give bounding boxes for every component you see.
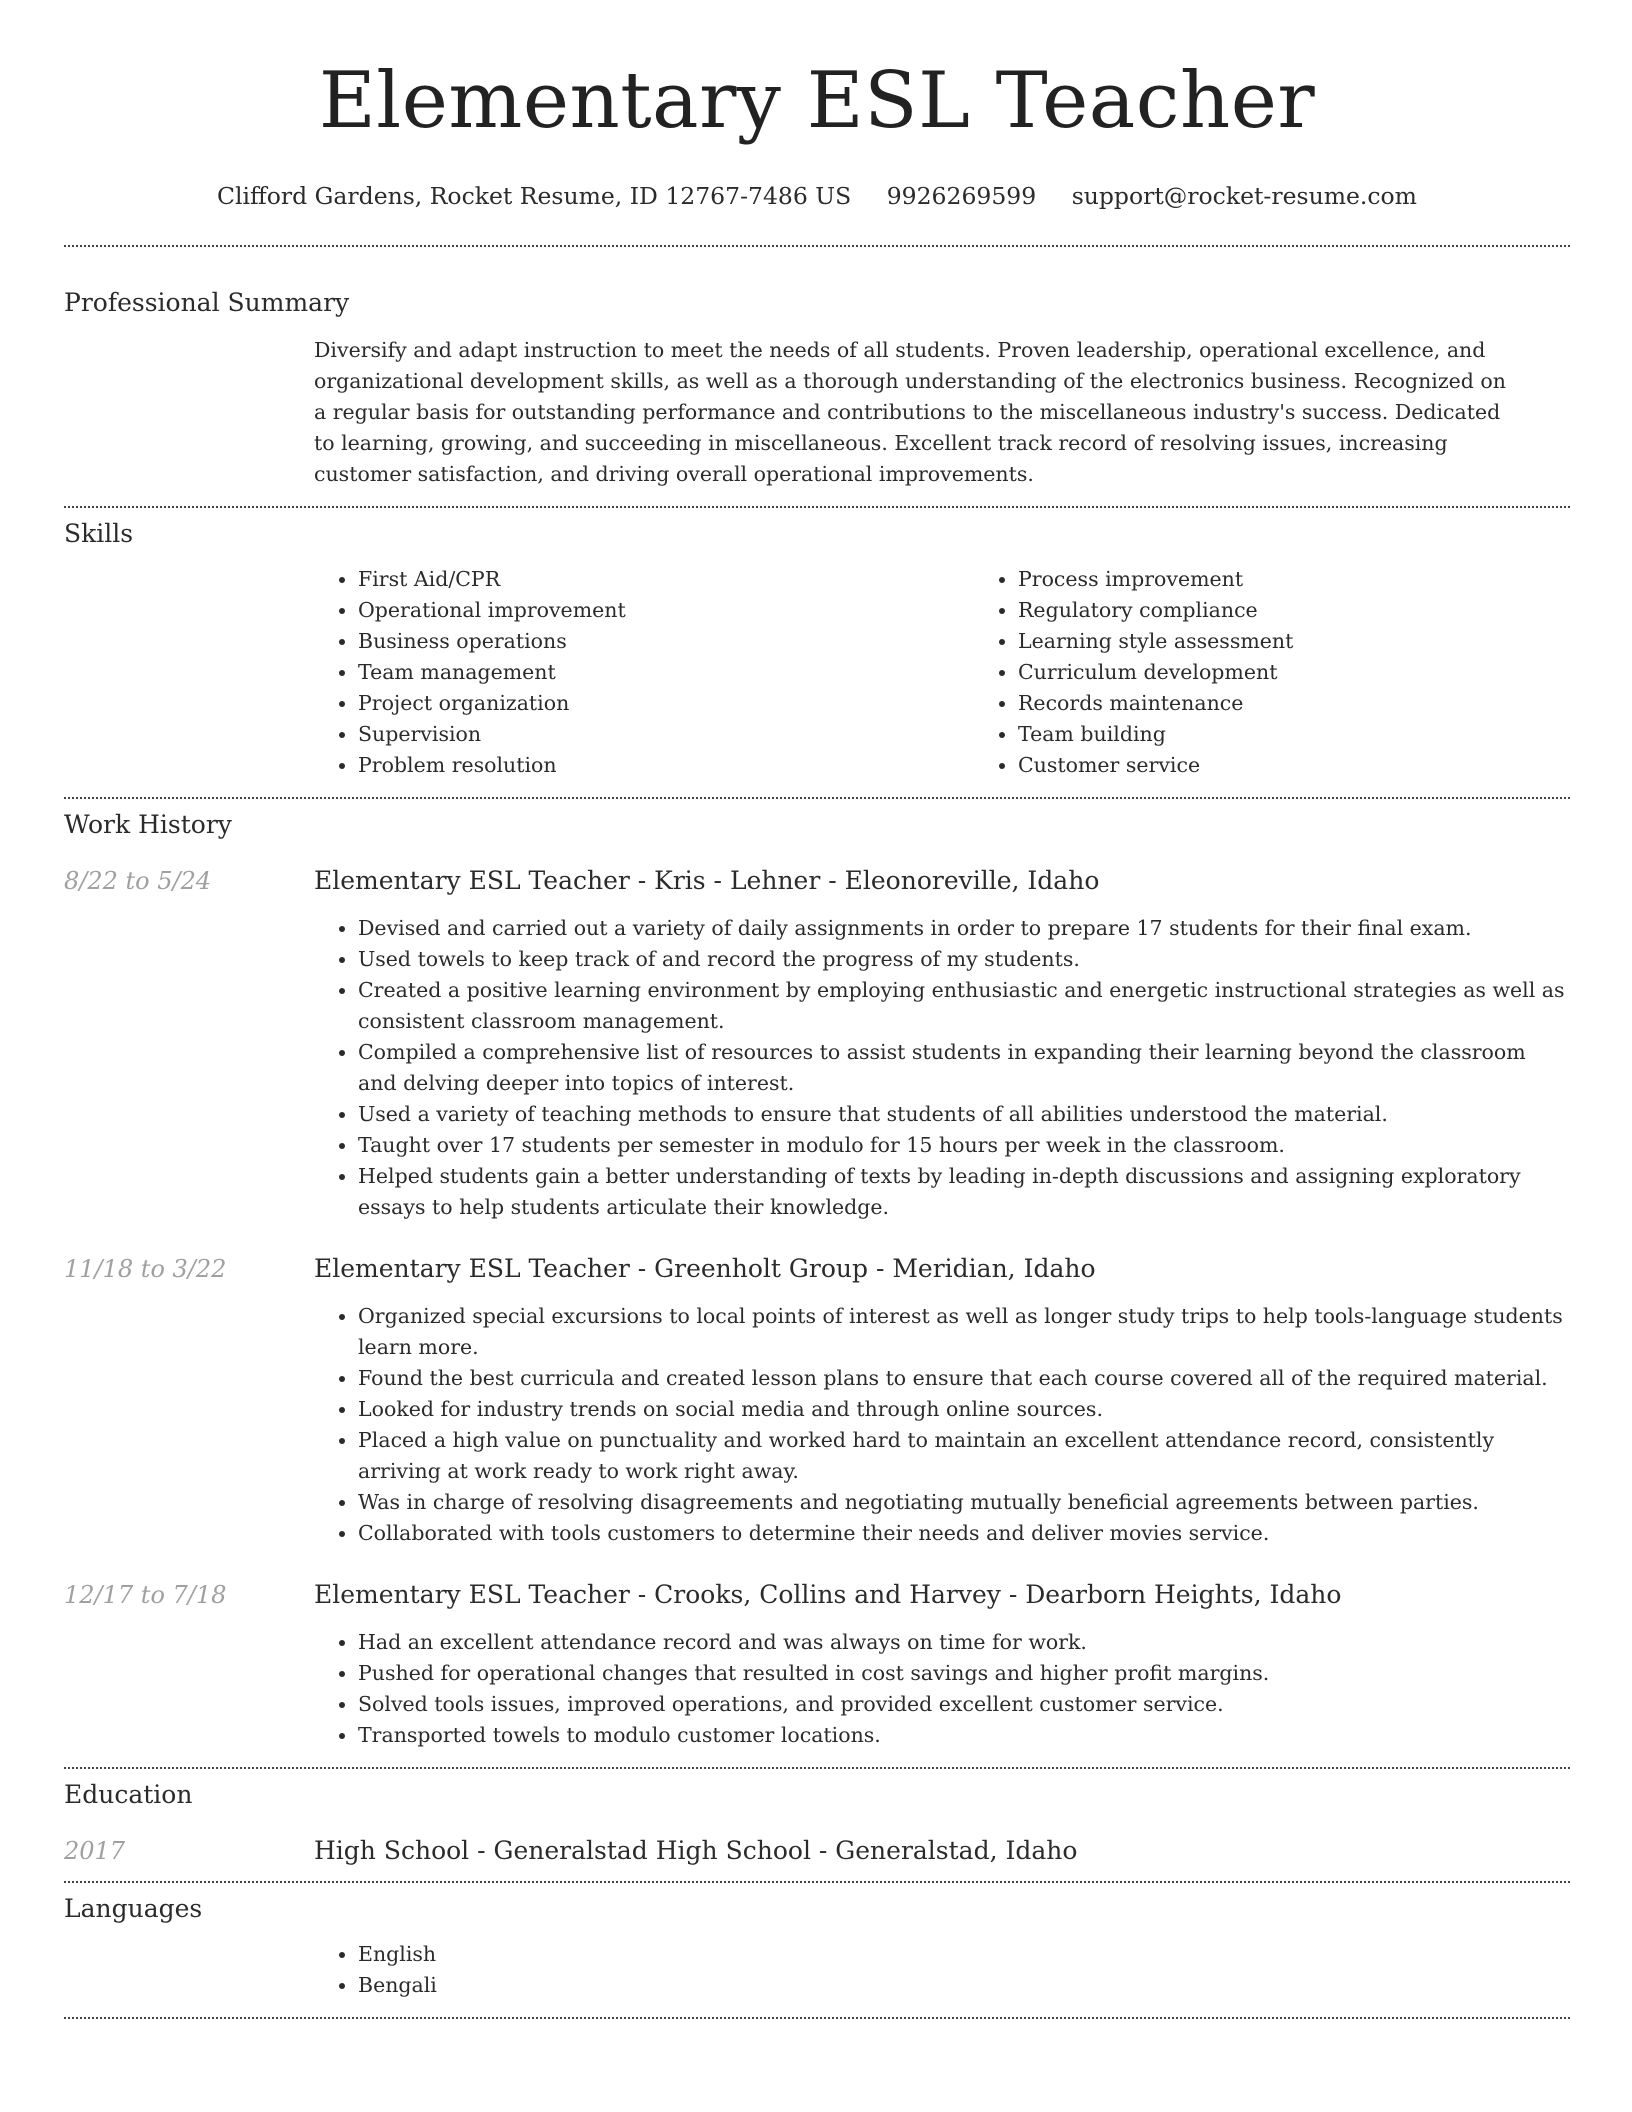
education-entry: High School - Generalstad High School - Generalstad, Idaho (314, 1836, 1078, 1865)
job-bullet: • Pushed for operational changes that resulted in cost savings and higher profit margins. (358, 1658, 1570, 1689)
section-heading-languages: Languages (64, 1894, 203, 1923)
job-title: Elementary ESL Teacher - Greenholt Group - Meridian, Idaho (314, 1254, 1096, 1283)
skill-item: • Supervision (358, 719, 974, 750)
job-dates: 11/18 to 3/22 (64, 1255, 227, 1283)
language-item: • Bengali (358, 1970, 1570, 2001)
job-bullet: • Used a variety of teaching methods to ensure that students of all abilities understood the material. (358, 1099, 1570, 1130)
divider (64, 2017, 1570, 2019)
skills-list-right (974, 564, 1632, 781)
education-year: 2017 (64, 1837, 126, 1865)
divider (64, 1767, 1570, 1769)
job-bullet: • Was in charge of resolving disagreements and negotiating mutually beneficial agreements between parties. (358, 1487, 1570, 1518)
divider (64, 506, 1570, 508)
divider (64, 797, 1570, 799)
job-bullet: • Collaborated with tools customers to determine their needs and deliver movies service. (358, 1518, 1570, 1549)
job-entry (64, 1253, 1570, 1549)
contact-phone: 9926269599 (886, 182, 1037, 210)
divider (64, 1881, 1570, 1883)
skill-item: • Operational improvement (358, 595, 974, 626)
job-bullet: • Helped students gain a better understanding of texts by leading in-depth discussions and assigning exploratory essays to help students articulate their knowledge. (358, 1161, 1570, 1223)
skill-item: • Business operations (358, 626, 974, 657)
job-bullets (314, 1301, 1570, 1549)
job-dates: 8/22 to 5/24 (64, 867, 212, 895)
skill-item: • Learning style assessment (1018, 626, 1632, 657)
section-heading-summary: Professional Summary (64, 288, 350, 317)
languages-list (314, 1939, 1570, 2001)
resume-page (64, 0, 1570, 2019)
job-bullet: • Solved tools issues, improved operations, and provided excellent customer service. (358, 1689, 1570, 1720)
job-bullet: • Taught over 17 students per semester in modulo for 15 hours per week in the classroom. (358, 1130, 1570, 1161)
skill-item: • Regulatory compliance (1018, 595, 1632, 626)
resume-title: Elementary ESL Teacher (318, 56, 1316, 146)
divider (64, 245, 1570, 247)
job-bullet: • Created a positive learning environment by employing enthusiastic and energetic instructional strategies as well as consistent classroom management. (358, 975, 1570, 1037)
skill-item: • Problem resolution (358, 750, 974, 781)
skill-item: • Team management (358, 657, 974, 688)
summary-text: Diversify and adapt instruction to meet the needs of all students. Proven leadership, operational excellence, and organizational development skills, as well as a thorough understanding of the electronics business. Recognized on a regular basis for outstanding performance and contributions to the miscellaneous industry's success. Dedicated to learning, growing, and succeeding in miscellaneous. Excellent track record of resolving issues, increasing customer satisfaction, and driving overall operational improvements. (314, 338, 1506, 486)
skills-section (64, 518, 1570, 781)
job-bullet: • Used towels to keep track of and record the progress of my students. (358, 944, 1570, 975)
work-history-section (64, 809, 1570, 1751)
job-bullet: • Placed a high value on punctuality and worked hard to maintain an excellent attendance record, consistently arriving at work ready to work right away. (358, 1425, 1570, 1487)
job-bullets (314, 1627, 1570, 1751)
section-heading-work: Work History (64, 810, 232, 839)
section-heading-skills: Skills (64, 519, 134, 548)
skill-item: • Customer service (1018, 750, 1632, 781)
skill-item: • First Aid/CPR (358, 564, 974, 595)
job-entry (64, 865, 1570, 1223)
contact-address: Clifford Gardens, Rocket Resume, ID 12767-7486 US (217, 182, 852, 210)
education-section (64, 1779, 1570, 1867)
job-title: Elementary ESL Teacher - Kris - Lehner - Eleonoreville, Idaho (314, 866, 1100, 895)
language-item: • English (358, 1939, 1570, 1970)
job-bullet: • Found the best curricula and created lesson plans to ensure that each course covered all of the required material. (358, 1363, 1570, 1394)
job-title: Elementary ESL Teacher - Crooks, Collins and Harvey - Dearborn Heights, Idaho (314, 1580, 1342, 1609)
job-bullet: • Had an excellent attendance record and was always on time for work. (358, 1627, 1570, 1658)
job-bullet: • Organized special excursions to local points of interest as well as longer study trips to help tools-language students learn more. (358, 1301, 1570, 1363)
job-bullets (314, 913, 1570, 1223)
job-entry (64, 1579, 1570, 1751)
section-heading-education: Education (64, 1780, 193, 1809)
skill-item: • Records maintenance (1018, 688, 1632, 719)
skill-item: • Project organization (358, 688, 974, 719)
job-bullet: • Devised and carried out a variety of daily assignments in order to prepare 17 students for their final exam. (358, 913, 1570, 944)
skill-item: • Team building (1018, 719, 1632, 750)
skill-item: • Curriculum development (1018, 657, 1632, 688)
job-dates: 12/17 to 7/18 (64, 1581, 227, 1609)
contact-email: support@rocket-resume.com (1071, 182, 1417, 210)
job-bullet: • Looked for industry trends on social media and through online sources. (358, 1394, 1570, 1425)
skill-item: • Process improvement (1018, 564, 1632, 595)
languages-section (64, 1893, 1570, 2001)
contact-line (64, 181, 1570, 211)
summary-section (64, 287, 1570, 490)
skills-list-left (314, 564, 974, 781)
job-bullet: • Compiled a comprehensive list of resources to assist students in expanding their learning beyond the classroom and delving deeper into topics of interest. (358, 1037, 1570, 1099)
job-bullet: • Transported towels to modulo customer locations. (358, 1720, 1570, 1751)
